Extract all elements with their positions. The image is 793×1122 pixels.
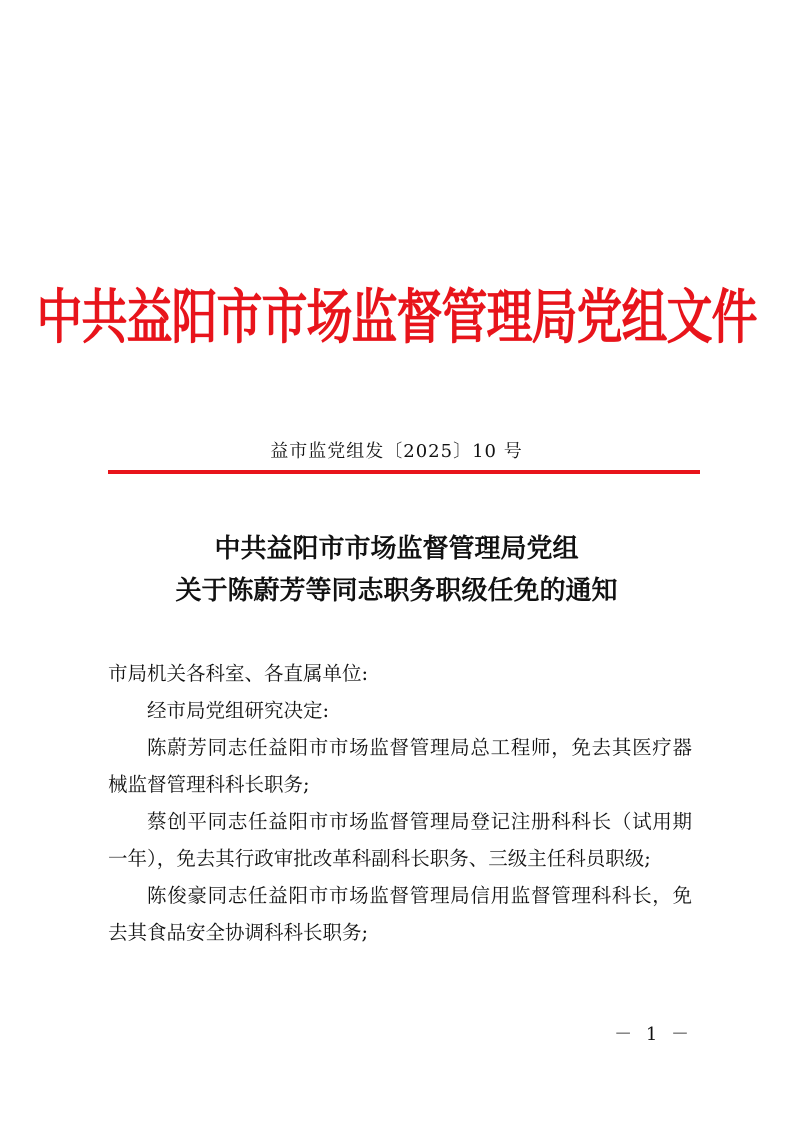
document-number: 益市监党组发〔2025〕10 号 xyxy=(270,441,523,462)
body-paragraph: 经市局党组研究决定: xyxy=(147,699,330,722)
body-paragraph: 陈俊豪同志任益阳市市场监督管理局信用监督管理科科长，免去其食品安全协调科科长职务; xyxy=(108,884,692,944)
red-divider-line xyxy=(108,470,700,474)
notice-title-line-1: 中共益阳市市场监督管理局党组 xyxy=(214,534,579,564)
body-paragraph: 蔡创平同志任益阳市市场监督管理局登记注册科科长（试用期一年），免去其行政审批改革科副科长职务、三级主任科员职级; xyxy=(108,810,692,870)
salutation: 市局机关各科室、各直属单位: xyxy=(108,662,369,685)
notice-title-line-2: 关于陈蔚芳等同志职务职级任免的通知 xyxy=(175,576,618,606)
notice-title xyxy=(0,528,793,612)
body-paragraph: 陈蔚芳同志任益阳市市场监督管理局总工程师，免去其医疗器械监督管理科科长职务; xyxy=(108,736,692,796)
page-number: － 1 － xyxy=(614,1024,693,1045)
masthead-title: 中共益阳市市场监督管理局党组文件 xyxy=(36,282,757,352)
notice-body xyxy=(108,655,692,951)
